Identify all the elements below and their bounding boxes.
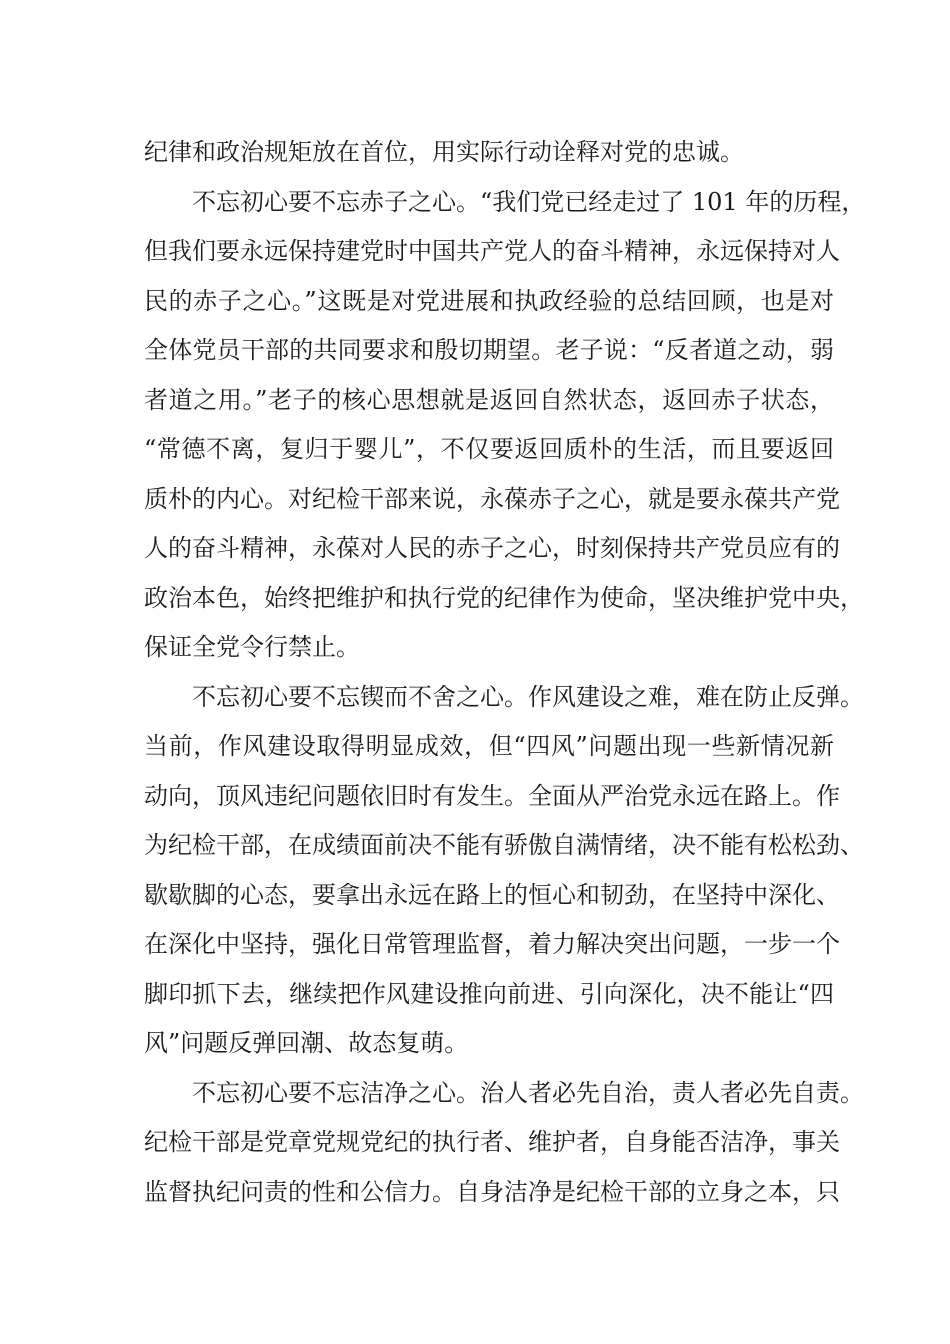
text-line: 者道之用。”老子的核心思想就是返回自然状态，返回赤子状态， (144, 386, 834, 414)
text-line: 纪律和政治规矩放在首位，用实际行动诠释对党的忠诚。 (144, 138, 744, 166)
text-line: 政治本色，始终把维护和执行党的纪律作为使命，坚决维护党中央， (144, 584, 864, 612)
text-line: “常德不离，复归于婴儿”，不仅要返回质朴的生活，而且要返回 (144, 435, 834, 463)
text-line: 当前，作风建设取得明显成效，但“四风”问题出现一些新情况新 (144, 732, 834, 760)
text-line: 为纪检干部，在成绩面前决不能有骄傲自满情绪，决不能有松松劲、 (144, 831, 864, 859)
text-line: 风”问题反弹回潮、故态复萌。 (144, 1029, 469, 1057)
text-line: 人的奋斗精神，永葆对人民的赤子之心，时刻保持共产党员应有的 (144, 534, 840, 562)
text-line: 动向，顶风违纪问题依旧时有发生。全面从严治党永远在路上。作 (144, 782, 840, 810)
paragraph-start-line: 不忘初心要不忘赤子之心。“我们党已经走过了 101 年的历程， (192, 188, 866, 216)
text-line: 歇歇脚的心态，要拿出永远在路上的恒心和韧劲，在坚持中深化、 (144, 881, 840, 909)
paragraph-start-line: 不忘初心要不忘锲而不舍之心。作风建设之难，难在防止反弹。 (192, 683, 864, 711)
text-line: 但我们要永远保持建党时中国共产党人的奋斗精神，永远保持对人 (144, 237, 840, 265)
text-line: 监督执纪问责的性和公信力。自身洁净是纪检干部的立身之本，只 (144, 1178, 840, 1206)
text-line: 民的赤子之心。”这既是对党进展和执政经验的总结回顾，也是对 (144, 287, 834, 315)
text-line: 保证全党令行禁止。 (144, 633, 360, 661)
paragraph-start-line: 不忘初心要不忘洁净之心。治人者必先自治，责人者必先自责。 (192, 1079, 864, 1107)
text-line: 质朴的内心。对纪检干部来说，永葆赤子之心，就是要永葆共产党 (144, 485, 840, 513)
text-line: 纪检干部是党章党规党纪的执行者、维护者，自身能否洁净，事关 (144, 1128, 840, 1156)
text-line: 脚印抓下去，继续把作风建设推向前进、引向深化，决不能让“四 (144, 980, 834, 1008)
text-line: 在深化中坚持，强化日常管理监督，着力解决突出问题，一步一个 (144, 930, 840, 958)
text-line: 全体党员干部的共同要求和殷切期望。老子说：“反者道之动，弱 (144, 336, 834, 364)
